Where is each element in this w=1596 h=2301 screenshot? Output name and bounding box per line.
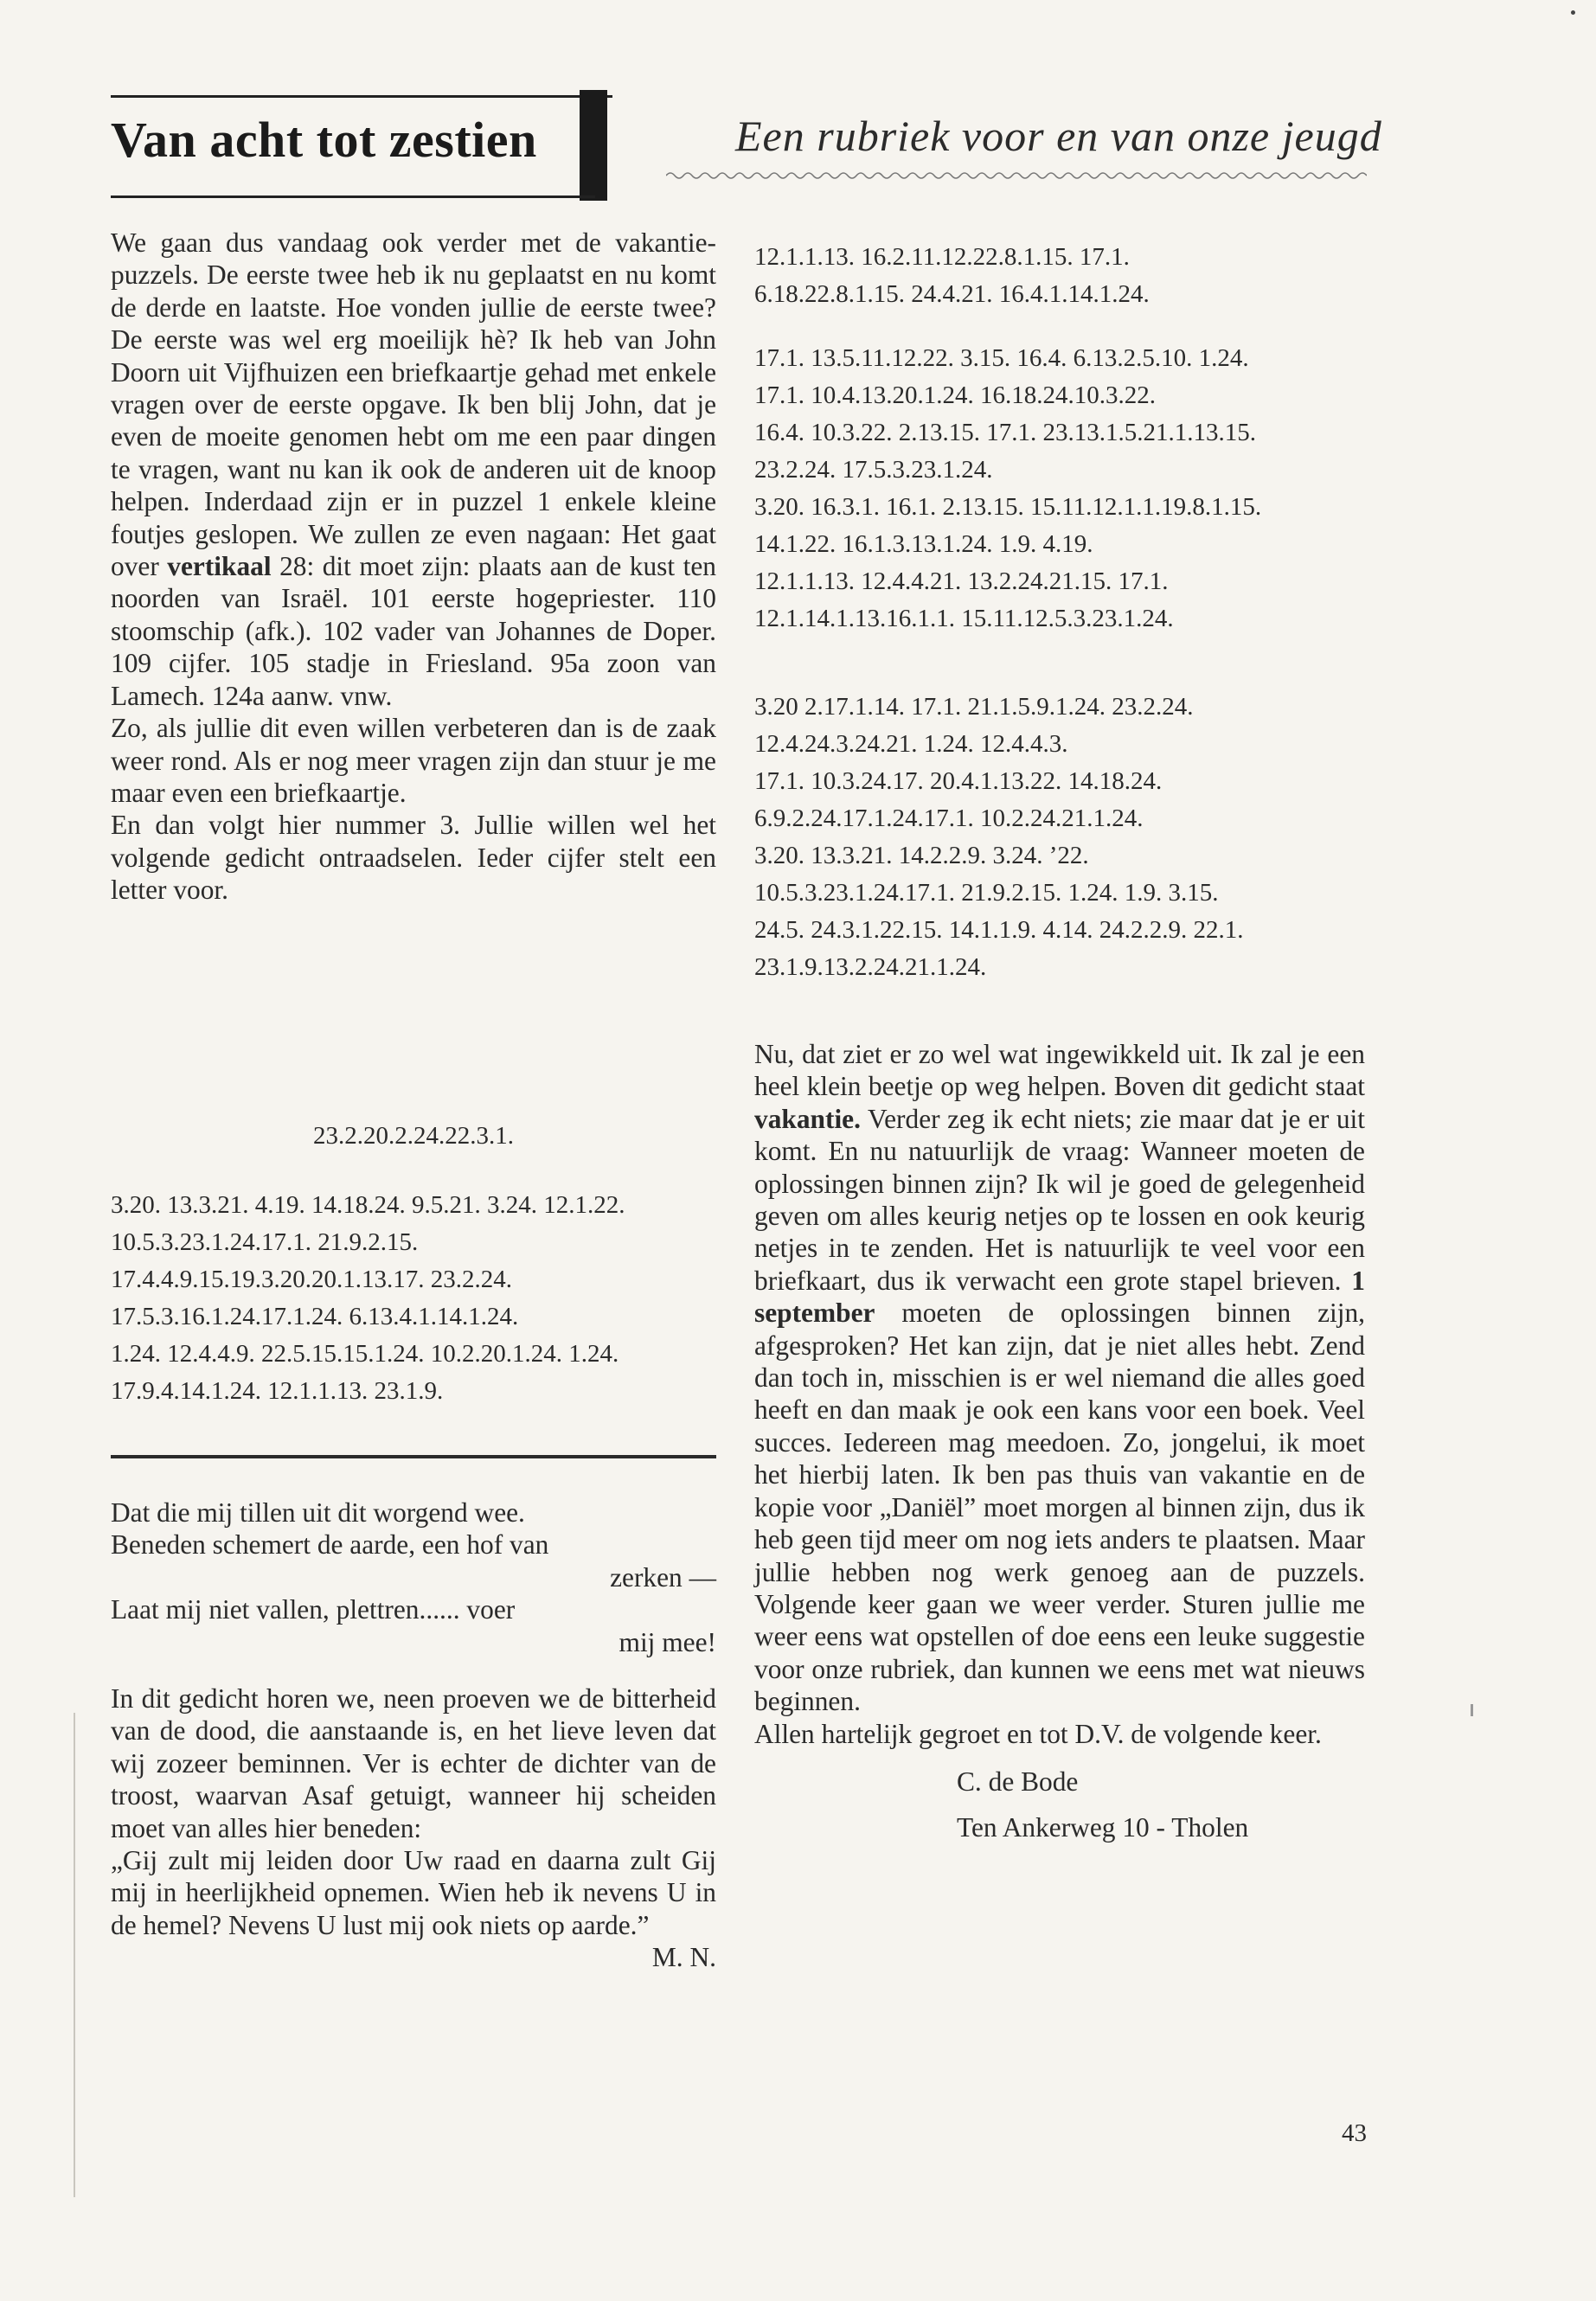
right-code-block-1: [754, 239, 1365, 313]
page-number: 43: [1342, 2119, 1367, 2147]
intro-bold-term: vertikaal: [167, 551, 272, 582]
poem-line: Laat mij niet vallen, plettren...... voer: [111, 1594, 516, 1625]
code-title: 23.2.20.2.24.22.3.1.: [313, 1122, 514, 1150]
code-line: 17.9.4.14.1.24. 12.1.1.13. 23.1.9.: [111, 1377, 444, 1405]
left-column-upper: [111, 227, 716, 907]
section-title: Van acht tot zestien: [111, 112, 537, 168]
page-corner-dot: [1571, 10, 1575, 15]
hint-bold-word: vakantie.: [754, 1103, 861, 1134]
explanation-text: Nu, dat ziet er zo wel wat ingewikkeld uit. Ik zal je een heel klein beetje op weg helpen. Boven dit gedicht staat: [754, 1039, 1365, 1102]
poem-line: Dat die mij tillen uit dit worgend wee.: [111, 1497, 525, 1528]
poem-line: Beneden schemert de aarde, een hof van: [111, 1529, 549, 1561]
bible-quote: „Gij zult mij leiden door Uw raad en daarna zult Gij mij in heerlijkheid opnemen. Wien heb ik nevens U in de hemel? Nevens U lust mij ook niets op aarde.”: [111, 1845, 716, 1940]
left-code-block: [111, 1187, 716, 1410]
code-line: 23.2.24. 17.5.3.23.1.24.: [754, 456, 993, 484]
header-rule-top: [111, 95, 612, 98]
right-code-block-3: [754, 689, 1365, 986]
poem-line-continuation: mij mee!: [619, 1626, 716, 1657]
code-line: 3.20 2.17.1.14. 17.1. 21.1.5.9.1.24. 23.2.24.: [754, 693, 1194, 721]
wavy-underline: [666, 170, 1367, 182]
paragraph-2: Zo, als jullie dit even willen verbeteren dan is de zaak weer rond. Als er nog meer vragen zijn dan stuur je me maar even een briefkaartje.: [111, 713, 716, 808]
right-code-block-2: [754, 340, 1365, 638]
explanation-paragraph: [754, 1038, 1365, 1718]
paragraph-3: En dan volgt hier nummer 3. Jullie willen wel het volgende gedicht ontraadselen. Ieder cijfer stelt een letter voor.: [111, 810, 716, 906]
code-line: 3.20. 13.3.21. 4.19. 14.18.24. 9.5.21. 3.24. 12.1.22.: [111, 1191, 625, 1219]
code-line: 16.4. 10.3.22. 2.13.15. 17.1. 23.13.1.5.21.1.13.15.: [754, 419, 1256, 446]
page-edge-shadow: [74, 1713, 75, 2197]
poem-line-continuation: zerken —: [610, 1561, 716, 1593]
intro-text: We gaan dus vandaag ook verder met de vakantie-puzzels. De eerste twee heb ik nu geplaatst en nu komt de derde en laatste. Hoe vonden jullie de eerste twee? De eerste was wel erg moeilijk hè? Ik heb van John Doorn uit Vijfhuizen een briefkaartje gehad met enkele vragen over de eerste opgave. Ik ben blij John, dat je even de moeite genomen hebt om me een paar dingen te vragen, want nu kan ik ook de anderen uit de knoop helpen. Inderdaad zijn er in puzzel 1 enkele kleine foutjes geslopen. We zullen ze even nagaan: Het gaat over: [111, 228, 716, 582]
code-line: 17.4.4.9.15.19.3.20.20.1.13.17. 23.2.24.: [111, 1266, 512, 1293]
header-accent-bar: [580, 90, 607, 201]
explanation-text: moeten de oplossingen binnen zijn, afgesproken? Het kan zijn, dat je niet alles hebt. Zend dan toch in, misschien is er wel niemand die alles goed heeft en dan maak je ook een kans voor een boek. Veel succes. Iedereen mag meedoen. Zo, jongelui, ik moet het hierbij laten. Ik ben pas thuis van vakantie en de kopie voor „Daniël” moet morgen al binnen zijn, dus ik heb geen tijd meer om nog iets anders te plaatsen. Maar jullie hebben nog werk genoeg aan de puzzels. Volgende keer gaan we weer verder. Sturen jullie me weer eens wat opstellen of doe eens een leuke suggestie voor onze rubriek, dan kunnen we eens met wat nieuws beginnen.: [754, 1298, 1365, 1717]
header-rule-bottom: [111, 195, 595, 198]
code-line: 17.1. 10.4.13.20.1.24. 16.18.24.10.3.22.: [754, 381, 1156, 409]
author-initials: M. N.: [651, 1942, 716, 1973]
code-line: 12.1.1.13. 12.4.4.21. 13.2.24.21.15. 17.1.: [754, 567, 1169, 595]
commentary-paragraph: In dit gedicht horen we, neen proeven we de bitterheid van de dood, die aanstaande is, en het lieve leven dat wij zozeer beminnen. Ver is echter de dichter van de troost, waarvan Asaf getuigt, wanneer hij scheiden moet van alles hier beneden:: [111, 1683, 716, 1843]
code-line: 6.18.22.8.1.15. 24.4.21. 16.4.1.14.1.24.: [754, 280, 1150, 308]
code-line: 10.5.3.23.1.24.17.1. 21.9.2.15. 1.24. 1.9. 3.15.: [754, 879, 1219, 907]
code-line: 1.24. 12.4.4.9. 22.5.15.15.1.24. 10.2.20.1.24. 1.24.: [111, 1340, 619, 1368]
signature-name: C. de Bode: [957, 1766, 1079, 1797]
section-subtitle: Een rubriek voor en van onze jeugd: [735, 112, 1382, 160]
code-line: 6.9.2.24.17.1.24.17.1. 10.2.24.21.1.24.: [754, 804, 1144, 832]
explanation-text: Verder zeg ik echt niets; zie maar dat je er uit komt. En nu natuurlijk de vraag: Wanneer moeten de oplossingen binnen zijn? Ik wil je goed de gelegenheid geven om alles keurig netjes op te lossen en ook keurig netjes in te zenden. Het is natuurlijk te veel voor een briefkaart, dus ik verwacht een grote stapel brieven.: [754, 1103, 1366, 1296]
code-line: 17.1. 13.5.11.12.22. 3.15. 16.4. 6.13.2.5.10. 1.24.: [754, 344, 1249, 372]
left-column-lower: [111, 1497, 716, 1974]
code-line: 12.1.14.1.13.16.1.1. 15.11.12.5.3.23.1.24.: [754, 605, 1174, 632]
code-line: 23.1.9.13.2.24.21.1.24.: [754, 953, 987, 981]
section-divider: [111, 1455, 716, 1458]
intro-paragraph: [111, 227, 716, 712]
code-line: 24.5. 24.3.1.22.15. 14.1.1.9. 4.14. 24.2.2.9. 22.1.: [754, 916, 1244, 944]
closing-greeting: Allen hartelijk gegroet en tot D.V. de volgende keer.: [754, 1718, 1322, 1749]
code-line: 12.1.1.13. 16.2.11.12.22.8.1.15. 17.1.: [754, 243, 1130, 271]
code-line: 10.5.3.23.1.24.17.1. 21.9.2.15.: [111, 1228, 419, 1256]
code-line: 14.1.22. 16.1.3.13.1.24. 1.9. 4.19.: [754, 530, 1093, 558]
code-line: 12.4.24.3.24.21. 1.24. 12.4.4.3.: [754, 730, 1068, 758]
code-line: 17.5.3.16.1.24.17.1.24. 6.13.4.1.14.1.24.: [111, 1303, 519, 1330]
code-line: 3.20. 16.3.1. 16.1. 2.13.15. 15.11.12.1.1.19.8.1.15.: [754, 493, 1262, 521]
deadline-bold-date: 1 september: [754, 1265, 1365, 1329]
right-column-text: [754, 1038, 1365, 1844]
intro-corrections: 28: dit moet zijn: plaats aan de kust ten noorden van Israël. 101 eerste hogepriester. 110 stoomschip (afk.). 102 vader van Johannes de Doper. 109 cijfer. 105 stadje in Friesland. 95a zoon van Lamech. 124a aanw. vnw.: [111, 551, 716, 711]
code-line: 3.20. 13.3.21. 14.2.2.9. 3.24. ’22.: [754, 842, 1089, 869]
code-line: 17.1. 10.3.24.17. 20.4.1.13.22. 14.18.24.: [754, 767, 1163, 795]
signature-address: Ten Ankerweg 10 - Tholen: [957, 1812, 1249, 1843]
scan-speck: [1471, 1704, 1473, 1716]
